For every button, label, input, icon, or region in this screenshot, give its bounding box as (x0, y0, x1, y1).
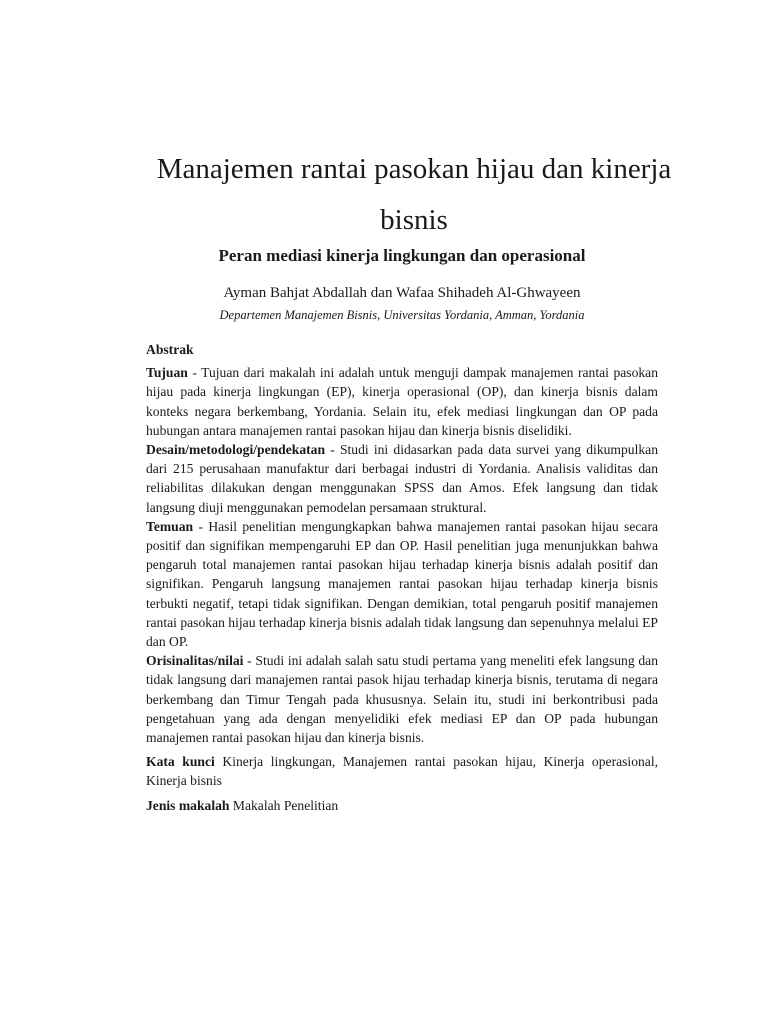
abstract-section-design (146, 440, 658, 517)
abstract-section-findings (146, 517, 658, 651)
paper-subtitle: Peran mediasi kinerja lingkungan dan operasional (218, 246, 586, 265)
abstract-heading: Abstrak (146, 342, 194, 357)
abstract-keywords (146, 752, 658, 790)
section-separator: - (193, 518, 209, 534)
keywords-label: Kata kunci (146, 754, 215, 770)
section-separator: - (243, 653, 256, 669)
section-text: Tujuan dari makalah ini adalah untuk menguji dampak manajemen rantai pasokan hijau pada kinerja lingkungan (EP), kinerja operasional (OP), dan kinerja bisnis dalam konteks negara berkembang, Yordania. Selain itu, efek mediasi lingkungan dan OP pada hubungan antara manajemen rantai pasokan hijau dan kinerja bisnis diselidiki. (146, 365, 658, 438)
abstract-paper-type (146, 796, 658, 815)
keywords-text: Kinerja lingkungan, Manajemen rantai pasokan hijau, Kinerja operasional, Kinerja bisnis (146, 754, 658, 789)
abstract-block (146, 340, 658, 815)
paper-type-text: Makalah Penelitian (232, 797, 339, 813)
section-separator: - (325, 442, 340, 458)
paper-title: Manajemen rantai pasokan hijau dan kinerja bisnis (156, 153, 672, 236)
section-text: Studi ini didasarkan pada data survei yang dikumpulkan dari 215 perusahaan manufaktur dari berbagai industri di Yordania. Analisis validitas dan reliabilitas dilakukan dengan menggunakan SPSS dan Amos. Efek langsung dan tidak langsung diuji menggunakan pemodelan persamaan struktural. (146, 442, 658, 515)
paper-type-label: Jenis makalah (146, 797, 230, 813)
section-text: Studi ini adalah salah satu studi pertama yang meneliti efek langsung dan tidak langsung dari manajemen rantai pasok hijau terhadap kinerja bisnis, terutama di negara berkembang dan Timur Tengah pada khususnya. Selain itu, studi ini berkontribusi pada pengetahuan yang ada dengan menyelidiki efek mediasi EP dan OP pada hubungan manajemen rantai pasokan hijau dan kinerja bisnis. (146, 653, 658, 746)
paper-authors: Ayman Bahjat Abdallah dan Wafaa Shihadeh Al-Ghwayeen (223, 285, 581, 301)
abstract-section-purpose (146, 363, 658, 440)
section-separator: - (187, 365, 202, 381)
paper-affiliation: Departemen Manajemen Bisnis, Universitas Yordania, Amman, Yordania (219, 308, 585, 322)
section-label: Temuan (146, 518, 194, 534)
section-text: Hasil penelitian mengungkapkan bahwa manajemen rantai pasokan hijau secara positif dan signifikan mempengaruhi EP dan OP. Hasil penelitian juga menunjukkan bahwa pengaruh total manajemen rantai pasokan hijau terhadap kinerja bisnis adalah positif dan signifikan. Pengaruh langsung manajemen rantai pasokan hijau terhadap kinerja bisnis terbukti negatif, tetapi tidak signifikan. Dengan demikian, total pengaruh positif manajemen rantai pasokan hijau terhadap kinerja bisnis adalah tidak langsung dan sepenuhnya melalui EP dan OP. (146, 518, 659, 650)
section-label: Orisinalitas/nilai (146, 653, 244, 669)
section-label: Tujuan (146, 365, 188, 381)
abstract-section-originality (146, 651, 658, 747)
section-label: Desain/metodologi/pendekatan (146, 442, 326, 458)
